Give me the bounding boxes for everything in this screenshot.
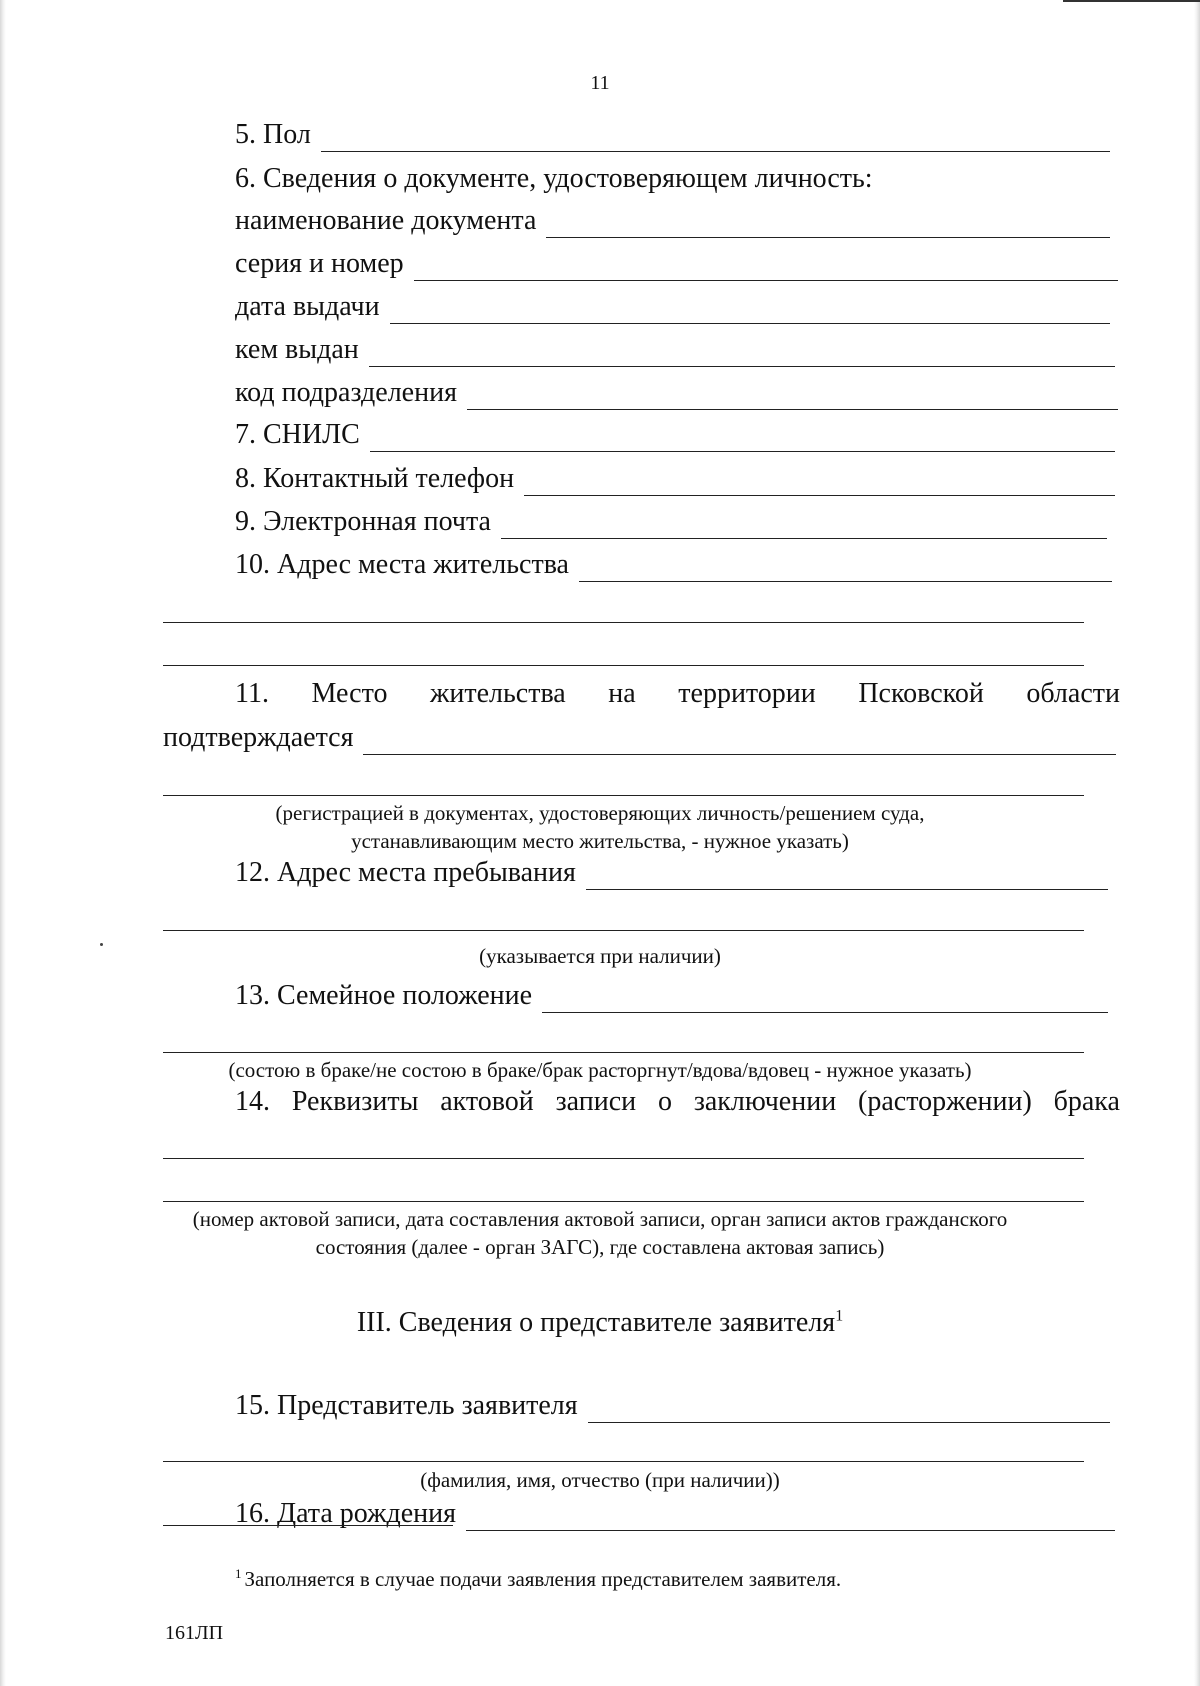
field-gender-label: 5. Пол bbox=[235, 119, 311, 150]
field-series-number-line[interactable] bbox=[414, 254, 1118, 281]
residence-address-line-3[interactable] bbox=[163, 665, 1084, 666]
item11-heading bbox=[235, 677, 1120, 711]
item14-word: брака bbox=[1053, 1086, 1120, 1117]
field-stay-address bbox=[235, 856, 1108, 890]
field-series-number bbox=[235, 247, 1118, 281]
field-representative-label: 15. Представитель заявителя bbox=[235, 1390, 578, 1421]
footnote-separator bbox=[163, 1525, 453, 1526]
item12-caption: (указывается при наличии) bbox=[479, 944, 721, 968]
item11-caption-line2: устанавливающим место жительства, - нужное указать) bbox=[351, 829, 849, 853]
field-stay-address-label: 12. Адрес места пребывания bbox=[235, 857, 576, 888]
section-title bbox=[0, 1306, 1200, 1340]
field-issue-date bbox=[235, 290, 1110, 324]
field-phone bbox=[235, 462, 1115, 496]
footnote bbox=[235, 1566, 841, 1592]
item11-word: жительства bbox=[430, 678, 566, 709]
field-issuer bbox=[235, 333, 1115, 367]
item14-word: 14. bbox=[235, 1086, 270, 1117]
residence-confirmed-line-2[interactable] bbox=[163, 795, 1084, 796]
item14-caption-line2: состояния (далее - орган ЗАГС), где составлена актовая запись) bbox=[315, 1235, 885, 1259]
item14-heading bbox=[235, 1085, 1120, 1119]
field-series-number-label: серия и номер bbox=[235, 248, 404, 279]
item14-word: (расторжении) bbox=[858, 1086, 1032, 1117]
item14-word: Реквизиты bbox=[291, 1086, 419, 1117]
item14-word: записи bbox=[555, 1086, 637, 1117]
document-code: 161ЛП bbox=[165, 1622, 224, 1644]
field-residence-address bbox=[235, 548, 1112, 582]
field-division-code-label: код подразделения bbox=[235, 377, 457, 408]
field-marital-status-line[interactable] bbox=[542, 986, 1108, 1013]
field-phone-label: 8. Контактный телефон bbox=[235, 463, 515, 494]
field-birth-date-line[interactable] bbox=[466, 1504, 1115, 1531]
field-issue-date-line[interactable] bbox=[390, 297, 1110, 324]
item14-word: заключении bbox=[693, 1086, 837, 1117]
item14-word: актовой bbox=[440, 1086, 534, 1117]
field-marital-status bbox=[235, 979, 1108, 1013]
field-document-name bbox=[235, 204, 1110, 238]
field-issuer-line[interactable] bbox=[369, 340, 1115, 367]
item15-caption: (фамилия, имя, отчество (при наличии)) bbox=[420, 1468, 780, 1492]
footnote-text: Заполняется в случае подачи заявления представителем заявителя. bbox=[244, 1567, 842, 1591]
field-document-name-line[interactable] bbox=[546, 211, 1110, 238]
field-birth-date-label: 16. Дата рождения bbox=[235, 1498, 456, 1529]
field-stay-address-line[interactable] bbox=[586, 863, 1108, 890]
marriage-record-line-2[interactable] bbox=[163, 1201, 1084, 1202]
field-residence-confirmed-label: подтверждается bbox=[163, 722, 354, 753]
stay-address-line-2[interactable] bbox=[163, 930, 1084, 931]
field-residence-address-line[interactable] bbox=[579, 555, 1112, 582]
marital-status-line-2[interactable] bbox=[163, 1052, 1084, 1053]
field-issuer-label: кем выдан bbox=[235, 334, 359, 365]
item14-caption-line1: (номер актовой записи, дата составления актовой записи, орган записи актов гражданского bbox=[192, 1207, 1008, 1231]
field-residence-confirmed bbox=[163, 721, 1116, 755]
item11-word: Место bbox=[311, 678, 388, 709]
field-residence-address-label: 10. Адрес места жительства bbox=[235, 549, 569, 580]
field-issue-date-label: дата выдачи bbox=[235, 291, 380, 322]
field-residence-confirmed-line[interactable] bbox=[363, 728, 1116, 755]
item11-word: на bbox=[608, 678, 636, 709]
section-title-text: III. Сведения о представителе заявителя bbox=[356, 1307, 836, 1338]
field-gender-line[interactable] bbox=[321, 125, 1110, 152]
field-email bbox=[235, 505, 1107, 539]
field-snils-label: 7. СНИЛС bbox=[235, 419, 360, 450]
field-phone-line[interactable] bbox=[524, 469, 1115, 496]
item14-word: о bbox=[657, 1086, 672, 1117]
field-representative-line[interactable] bbox=[588, 1396, 1110, 1423]
field-snils-line[interactable] bbox=[370, 425, 1115, 452]
item11-word: 11. bbox=[235, 678, 269, 709]
item11-word: области bbox=[1026, 678, 1120, 709]
marriage-record-line-1[interactable] bbox=[163, 1158, 1084, 1159]
footnote-mark: 1 bbox=[235, 1566, 242, 1581]
id-document-heading: 6. Сведения о документе, удостоверяющем личность: bbox=[235, 163, 873, 194]
field-email-label: 9. Электронная почта bbox=[235, 506, 491, 537]
field-division-code bbox=[235, 376, 1118, 410]
item11-word: Псковской bbox=[858, 678, 984, 709]
field-document-name-label: наименование документа bbox=[235, 205, 537, 236]
field-marital-status-label: 13. Семейное положение bbox=[235, 980, 533, 1011]
footnote-reference: 1 bbox=[835, 1307, 844, 1325]
residence-address-line-2[interactable] bbox=[163, 622, 1084, 623]
field-gender bbox=[235, 118, 1110, 152]
item13-caption: (состою в браке/не состою в браке/брак расторгнут/вдова/вдовец - нужное указать) bbox=[228, 1058, 972, 1082]
field-representative bbox=[235, 1389, 1110, 1423]
corner-rule bbox=[1063, 0, 1200, 2]
representative-line-2[interactable] bbox=[163, 1461, 1084, 1462]
field-email-line[interactable] bbox=[501, 512, 1107, 539]
field-snils bbox=[235, 418, 1115, 452]
page-number: 11 bbox=[590, 72, 610, 94]
item11-caption-line1: (регистрацией в документах, удостоверяющих личность/решением суда, bbox=[275, 801, 925, 825]
field-division-code-line[interactable] bbox=[467, 383, 1118, 410]
item11-word: территории bbox=[678, 678, 816, 709]
